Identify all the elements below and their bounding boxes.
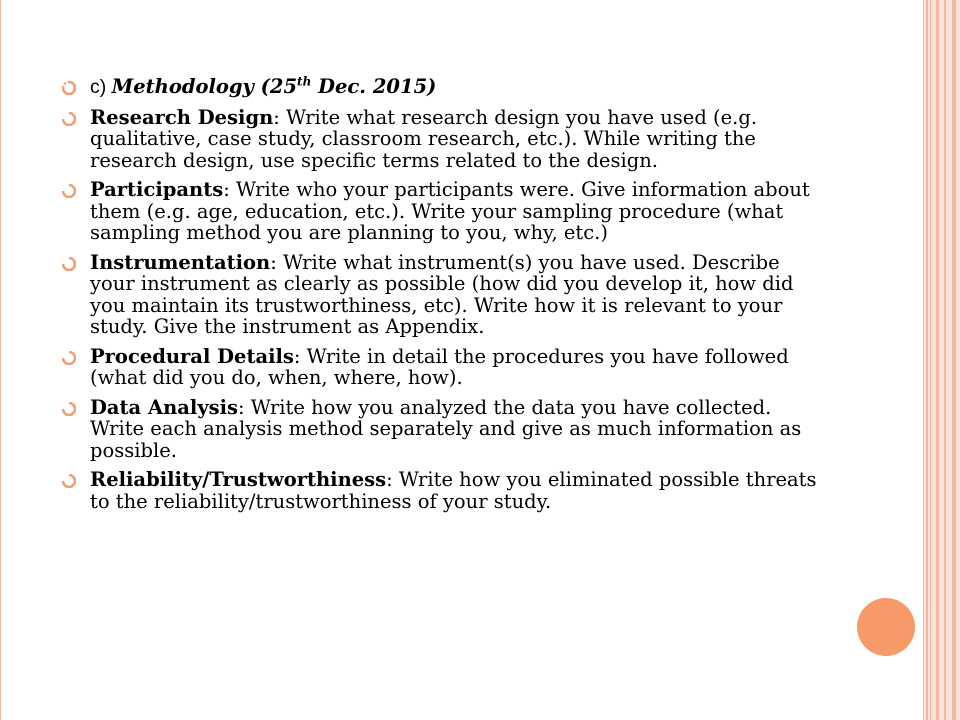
item-term: Research Design xyxy=(90,105,274,129)
list-item xyxy=(62,469,822,512)
title-main: Methodology (25 xyxy=(111,75,298,98)
orange-pie-bullet-icon xyxy=(62,112,76,126)
item-text: : Write how you eliminated possible threats to the reliability/trustworthiness of your study. xyxy=(90,468,817,513)
orange-pie-bullet-icon xyxy=(62,351,76,365)
list-item xyxy=(62,252,822,338)
orange-pie-bullet-icon xyxy=(62,257,76,271)
decorative-side-stripes xyxy=(924,0,960,720)
stripe xyxy=(952,0,956,720)
stripe xyxy=(944,0,946,720)
item-term: Procedural Details xyxy=(90,344,294,368)
list-item xyxy=(62,179,822,244)
item-term: Reliability/Trustworthiness xyxy=(90,468,387,491)
item-text: : Write in detail the procedures you have followed (what did you do, when, where, how). xyxy=(90,344,789,389)
item-term: Data Analysis xyxy=(90,395,239,419)
slide-title xyxy=(62,76,822,99)
list-item xyxy=(62,397,822,462)
item-text: : Write who your participants were. Give information about them (e.g. age, education, etc.). Write your sampling procedure (what sampling method you are planning to you, why, etc.) xyxy=(90,178,810,244)
item-text: : Write what research design you have used (e.g. qualitative, case study, classroom research, etc.). While writing the research design, use specific terms related to the design. xyxy=(90,105,758,172)
orange-pie-bullet-icon xyxy=(62,81,76,95)
slide-content xyxy=(62,76,822,520)
title-prefix: c) xyxy=(90,76,112,98)
item-text: : Write what instrument(s) you have used. Describe your instrument as clearly as possible (how did you develop it, how did you maintain its trustworthiness, etc). Write how it is relevant to your study. Give the instrument as Appendix. xyxy=(90,250,794,338)
stripe xyxy=(926,0,928,720)
orange-circle-icon xyxy=(857,598,915,656)
list-item xyxy=(62,107,822,172)
orange-pie-bullet-icon xyxy=(62,184,76,198)
orange-pie-bullet-icon xyxy=(62,474,76,488)
orange-pie-bullet-icon xyxy=(62,402,76,416)
item-term: Participants xyxy=(90,178,224,201)
item-text: : Write how you analyzed the data you have collected. Write each analysis method separately and give as much information as possible. xyxy=(90,395,802,462)
stripe xyxy=(936,0,939,720)
title-superscript: th xyxy=(297,74,312,89)
title-suffix: Dec. 2015) xyxy=(311,75,437,98)
item-term: Instrumentation xyxy=(90,250,271,274)
stripe xyxy=(930,0,931,720)
list-item xyxy=(62,346,822,389)
